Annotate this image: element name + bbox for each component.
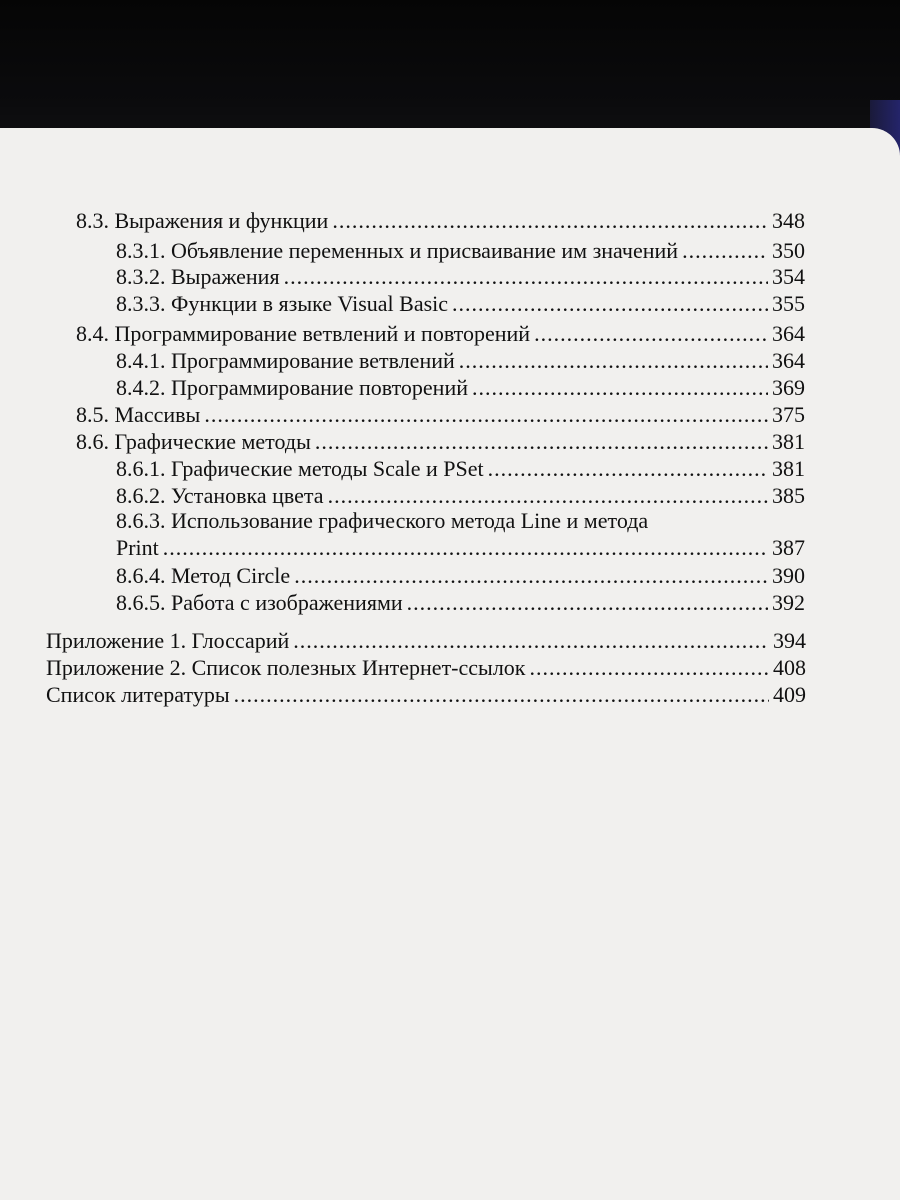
toc-entry <box>76 208 805 234</box>
toc-entry-title-line1: 8.6.3. Использование графического метода Line и метода <box>116 508 649 533</box>
toc-entry <box>76 429 805 455</box>
toc-entry-title: Приложение 1. Глоссарий <box>46 628 290 653</box>
toc-entry-title: 8.4.1. Программирование ветвлений <box>116 348 455 373</box>
toc-entry-title: 8.6.4. Метод Circle <box>116 563 291 588</box>
toc-entry <box>46 682 806 708</box>
toc-entry-page: 369 <box>772 375 805 400</box>
toc-entry-title: 8.6.2. Установка цвета <box>116 483 324 508</box>
leader-dots <box>293 628 769 654</box>
toc-entry <box>116 456 805 482</box>
toc-entry-page: 392 <box>772 590 805 615</box>
toc-entry <box>116 375 805 401</box>
toc-entry-title: 8.6.5. Работа с изображениями <box>116 590 403 615</box>
toc-entry-title: 8.5. Массивы <box>76 402 201 427</box>
book-page <box>0 128 900 1200</box>
toc-entry <box>46 628 806 654</box>
toc-entry-page: 409 <box>773 682 806 707</box>
leader-dots <box>163 535 768 561</box>
leader-dots <box>332 208 768 234</box>
toc-entry <box>116 590 805 616</box>
toc-entry <box>116 264 805 290</box>
leader-dots <box>407 590 768 616</box>
toc-entry-page: 364 <box>772 321 805 346</box>
toc-entry-page: 408 <box>773 655 806 680</box>
leader-dots <box>530 655 770 681</box>
leader-dots <box>315 429 768 455</box>
toc-entry-title: 8.6.1. Графические методы Scale и PSet <box>116 456 484 481</box>
toc-entry-page: 394 <box>773 628 806 653</box>
leader-dots <box>459 348 768 374</box>
toc-entry-page: 354 <box>772 264 805 289</box>
toc-entry <box>76 321 805 347</box>
toc-entry-title: 8.4.2. Программирование повторений <box>116 375 468 400</box>
toc-entry <box>116 535 805 561</box>
toc-entry <box>76 402 805 428</box>
leader-dots <box>284 264 768 290</box>
toc-entry-title: Список литературы <box>46 682 230 707</box>
toc-entry-page: 375 <box>772 402 805 427</box>
toc-entry <box>116 563 805 589</box>
toc-entry-page: 387 <box>772 535 805 560</box>
leader-dots <box>328 483 768 509</box>
leader-dots <box>488 456 768 482</box>
toc-entry-title: 8.4. Программирование ветвлений и повторений <box>76 321 531 346</box>
toc-entry-page: 385 <box>772 483 805 508</box>
leader-dots <box>534 321 768 347</box>
toc-entry-page: 350 <box>772 238 805 263</box>
toc-entry-page: 381 <box>772 429 805 454</box>
toc-entry-title: 8.3.3. Функции в языке Visual Basic <box>116 291 449 316</box>
toc-entry-title: 8.3.1. Объявление переменных и присваивание им значений <box>116 238 679 263</box>
toc-entry-page: 355 <box>772 291 805 316</box>
toc-entry-title: 8.6. Графические методы <box>76 429 311 454</box>
toc-entry-title-line2: Print <box>116 535 159 560</box>
leader-dots <box>682 238 768 264</box>
leader-dots <box>472 375 768 401</box>
toc-entry <box>116 291 805 317</box>
toc-entry-title: 8.3. Выражения и функции <box>76 208 329 233</box>
toc-entry-page: 348 <box>772 208 805 233</box>
toc-entry <box>46 655 806 681</box>
toc-entry-title: Приложение 2. Список полезных Интернет-ссылок <box>46 655 526 680</box>
toc-entry <box>116 238 805 264</box>
leader-dots <box>452 291 768 317</box>
leader-dots <box>204 402 768 428</box>
toc-entry-page: 364 <box>772 348 805 373</box>
leader-dots <box>234 682 769 708</box>
leader-dots <box>294 563 768 589</box>
toc-entry <box>116 483 805 509</box>
toc-entry-page: 390 <box>772 563 805 588</box>
toc-entry <box>116 348 805 374</box>
toc-entry-page: 381 <box>772 456 805 481</box>
toc-entry-title: 8.3.2. Выражения <box>116 264 280 289</box>
